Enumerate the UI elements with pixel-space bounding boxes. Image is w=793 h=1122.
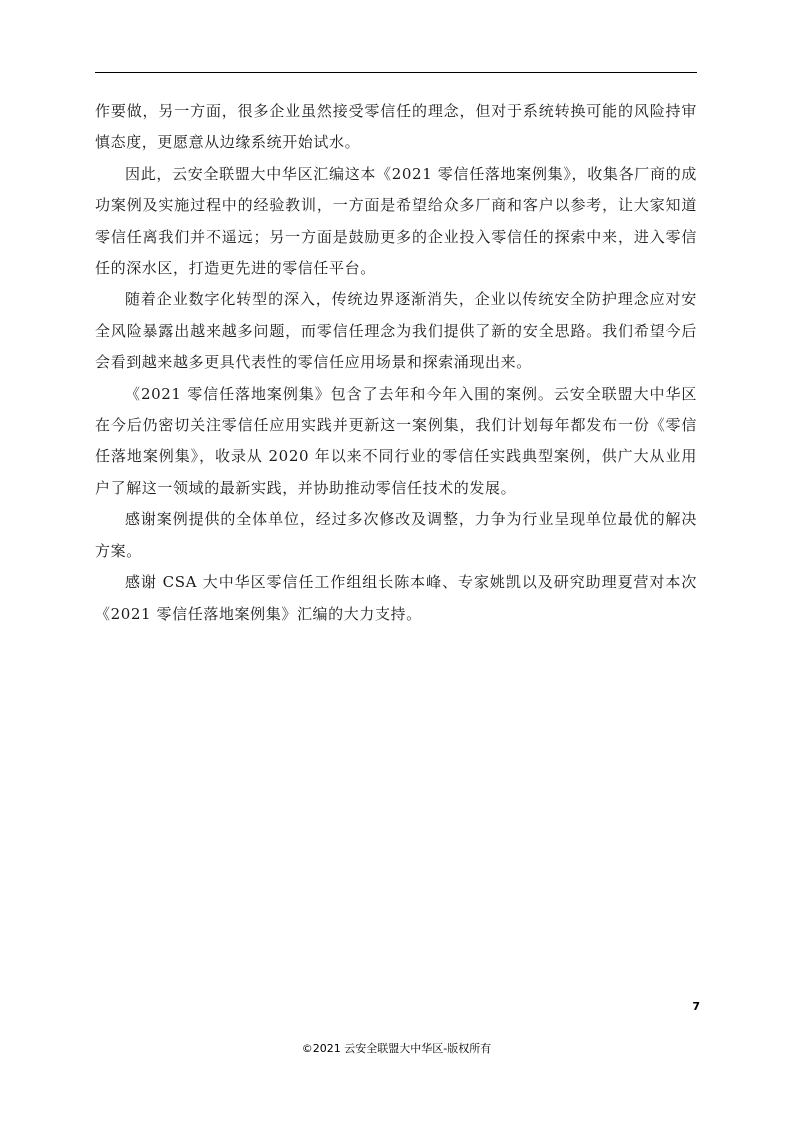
paragraph-thanks-working-group: 感谢 CSA 大中华区零信任工作组组长陈本峰、专家姚凯以及研究助理夏营对本次《2021 零信任落地案例集》汇编的大力支持。 bbox=[95, 573, 697, 623]
paragraph-case-collection: 《2021 零信任落地案例集》包含了去年和今年入围的案例。云安全联盟大中华区在今后仍密切关注零信任应用实践并更新这一案例集，我们计划每年都发布一份《零信任落地案例集》，收录从 2020 年以来不同行业的零信任实践典型案例，供广大从业用户了解这一领域的最新实践，并协助推动零信任技术的发展。 bbox=[95, 384, 697, 497]
paragraph-digital-transformation: 随着企业数字化转型的深入，传统边界逐渐消失，企业以传统安全防护理念应对安全风险暴露出越来越多问题，而零信任理念为我们提供了新的安全思路。我们希望今后会看到越来越多更具代表性的零信任应用场景和探索涌现出来。 bbox=[95, 290, 697, 372]
document-body bbox=[95, 96, 697, 630]
paragraph-compilation-purpose: 因此，云安全联盟大中华区汇编这本《2021 零信任落地案例集》，收集各厂商的成功案例及实施过程中的经验教训，一方面是希望给众多厂商和客户以参考，让大家知道零信任离我们并不遥远；另一方面是鼓励更多的企业投入零信任的探索中来，进入零信任的深水区，打造更先进的零信任平台。 bbox=[95, 164, 697, 278]
footer-copyright: ©2021 云安全联盟大中华区-版权所有 bbox=[301, 1042, 492, 1055]
paragraph-thanks-contributors: 感谢案例提供的全体单位，经过多次修改及调整，力争为行业呈现单位最优的解决方案。 bbox=[95, 510, 697, 560]
page-number: 7 bbox=[692, 1000, 700, 1013]
header-divider bbox=[95, 72, 697, 73]
paragraph-continuation: 作要做，另一方面，很多企业虽然接受零信任的理念，但对于系统转换可能的风险持审慎态度，更愿意从边缘系统开始试水。 bbox=[95, 102, 697, 152]
